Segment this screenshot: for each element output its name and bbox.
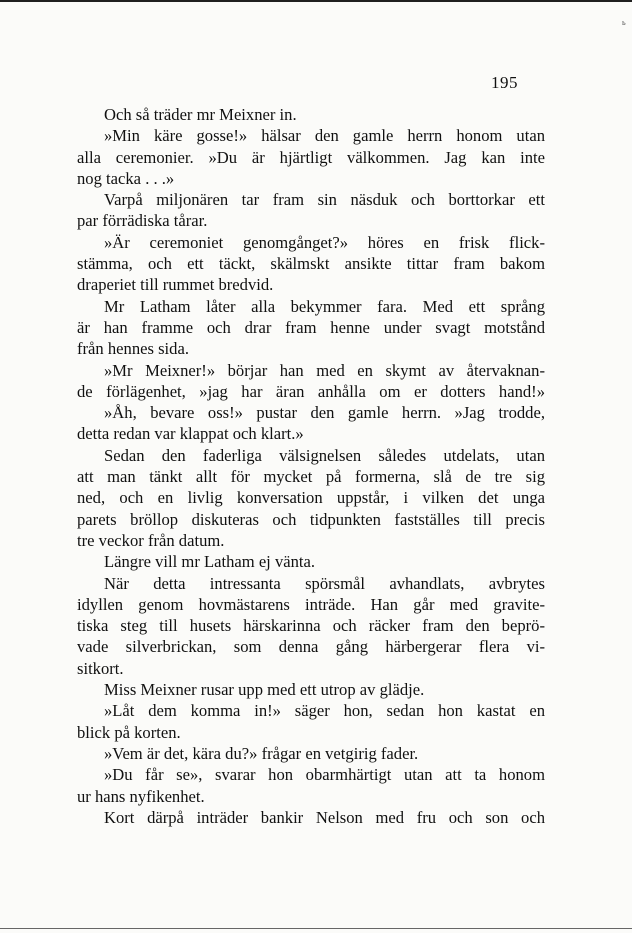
- text-line: ur hans nyfikenhet.: [77, 786, 205, 806]
- text-line: Varpå miljonären tar fram sin näsduk och borttorkar ett: [104, 190, 545, 210]
- text-line: »Är ceremoniet genomgånget?» höres en frisk flick-: [104, 232, 545, 252]
- text-line: från hennes sida.: [77, 339, 189, 359]
- page-number: 195: [491, 73, 518, 92]
- text-line: När detta intressanta spörsmål avhandlats, avbrytes: [104, 573, 545, 593]
- text-line: parets bröllop diskuteras och tidpunkten fastställes till precis: [77, 509, 545, 529]
- text-line: vade silverbrickan, som denna gång härbergerar flera vi-: [77, 637, 545, 657]
- text-line: Mr Latham låter alla bekymmer fara. Med ett språng: [104, 296, 545, 316]
- text-line: »Vem är det, kära du?» frågar en vetgirig fader.: [104, 743, 419, 763]
- body-text: [77, 104, 545, 828]
- text-line: sitkort.: [77, 658, 124, 678]
- text-line: Och så träder mr Meixner in.: [104, 105, 297, 124]
- text-line: tiska steg till husets härskarinna och räcker fram den beprö-: [77, 616, 545, 636]
- text-line: stämma, och ett täckt, skälmskt ansikte tittar fram bakom: [77, 254, 545, 274]
- text-line: par förrädiska tårar.: [77, 211, 208, 231]
- bottom-edge-rule: [0, 928, 632, 929]
- text-line: att man tänkt allt för mycket på formerna, slå de tre sig: [77, 467, 545, 487]
- text-line: »Åh, bevare oss!» pustar den gamle herrn. »Jag trodde,: [104, 403, 545, 423]
- text-line: »Min käre gosse!» hälsar den gamle herrn honom utan: [104, 126, 545, 146]
- margin-mark: ь: [622, 18, 626, 27]
- text-line: detta redan var klappat och klart.»: [77, 424, 304, 444]
- text-line: nog tacka . . .»: [77, 168, 175, 188]
- text-line: »Låt dem komma in!» säger hon, sedan hon kastat en: [104, 701, 545, 721]
- text-line: ned, och en livlig konversation uppstår, i vilken det unga: [77, 488, 545, 508]
- top-edge-rule: [0, 0, 632, 2]
- text-line: »Mr Meixner!» börjar han med en skymt av återvaknan-: [104, 360, 545, 380]
- text-line: blick på korten.: [77, 722, 181, 742]
- text-line: »Du får se», svarar hon obarmhärtigt utan att ta honom: [104, 765, 545, 785]
- text-line: är han framme och drar fram henne under svagt motstånd: [77, 317, 545, 337]
- text-line: tre veckor från datum.: [77, 530, 225, 550]
- text-line: draperiet till rummet bredvid.: [77, 275, 274, 295]
- text-line: Sedan den faderliga välsignelsen således utdelats, utan: [104, 445, 545, 465]
- text-line: Längre vill mr Latham ej vänta.: [104, 552, 316, 572]
- text-line: alla ceremonier. »Du är hjärtligt välkommen. Jag kan inte: [77, 147, 545, 167]
- text-line: idyllen genom hovmästarens inträde. Han går med gravite-: [77, 594, 545, 614]
- text-line: Miss Meixner rusar upp med ett utrop av glädje.: [104, 680, 425, 700]
- text-line: Kort därpå inträder bankir Nelson med fru och son och: [104, 807, 545, 827]
- text-line: de förlägenhet, »jag har äran anhålla om er dotters hand!»: [77, 381, 545, 401]
